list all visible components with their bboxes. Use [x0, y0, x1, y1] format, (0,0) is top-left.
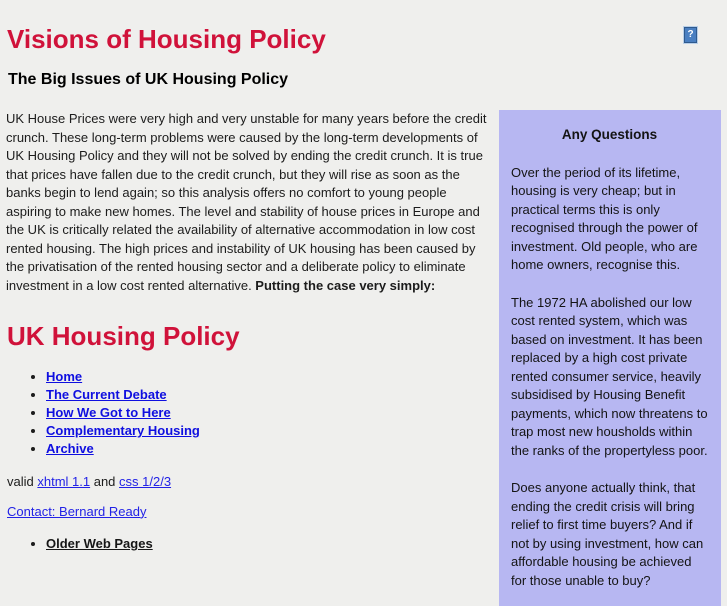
- main-column: [0, 110, 498, 553]
- valid-prefix: valid: [7, 474, 38, 489]
- sidebar-paragraph: The 1972 HA abolished our low cost rented system, which was based on investment. It has been replaced by a high cost private rented consumer service, heavily subsidised by Housing Benefit payments, which now threatens to trap most new housholds within the ranks of the propertyless poor.: [511, 294, 708, 458]
- broken-image-glyph: ?: [687, 29, 694, 40]
- older-web-pages-link[interactable]: Older Web Pages: [46, 536, 153, 551]
- sidebar-heading: Any Questions: [561, 127, 658, 142]
- nav-link-home[interactable]: Home: [46, 369, 83, 384]
- nav-link-archive[interactable]: Archive: [46, 441, 94, 456]
- list-item: [46, 386, 498, 404]
- intro-emphasis: Putting the case very simply:: [255, 277, 436, 293]
- css-validation-link[interactable]: css 1/2/3: [119, 474, 172, 489]
- valid-middle: and: [90, 474, 120, 489]
- nav-link-how-we-got-here[interactable]: How We Got to Here: [46, 405, 171, 420]
- sidebar-paragraph: Does anyone actually think, that ending the credit crisis will bring relief to first time buyers? And if not by using investment, how can affordable housing be achieved for those unable to buy?: [511, 480, 704, 588]
- contact-line: [7, 503, 498, 522]
- contact-link[interactable]: Contact: Bernard Ready: [7, 503, 147, 519]
- validation-line: [7, 473, 498, 492]
- sidebar: [499, 110, 721, 606]
- page-subtitle: The Big Issues of UK Housing Policy: [8, 71, 289, 88]
- list-item: [46, 368, 498, 386]
- list-item: [46, 535, 498, 553]
- older-pages-list: [6, 535, 498, 553]
- list-item: [46, 404, 498, 422]
- sidebar-paragraph: Over the period of its lifetime, housing is very cheap; but in practical terms this is only recognised through the power of investment. Old people, who are home owners, recognise this.: [511, 164, 698, 272]
- nav-list: [6, 368, 498, 458]
- list-item: [46, 440, 498, 458]
- nav-link-complementary-housing[interactable]: Complementary Housing: [46, 423, 200, 438]
- broken-image-icon: [684, 27, 697, 43]
- xhtml-validation-link[interactable]: xhtml 1.1: [37, 474, 91, 489]
- intro-paragraph: [6, 110, 490, 295]
- content-columns: [0, 110, 727, 606]
- nav-link-current-debate[interactable]: The Current Debate: [46, 387, 167, 402]
- section-heading: UK Housing Policy: [7, 321, 240, 351]
- intro-text: UK House Prices were very high and very unstable for many years before the credit crunch. These long-term problems were caused by the long-term developments of UK Housing Policy and they will not be solved by ending the credit crunch. It is true that prices have fallen due to the credit crunch, but they will rise as soon as the banks begin to lend again; so this analysis offers no comfort to young people aspiring to make new homes. The level and stability of house prices in Europe and the UK is critically related the availability of alternative accommodation in low cost rented housing. The high prices and instability of UK housing has been caused by the privatisation of the rented housing sector and a deliberate policy to eliminate investment in a low cost rented alternative.: [6, 111, 487, 293]
- page-title: Visions of Housing Policy: [7, 24, 326, 54]
- list-item: [46, 422, 498, 440]
